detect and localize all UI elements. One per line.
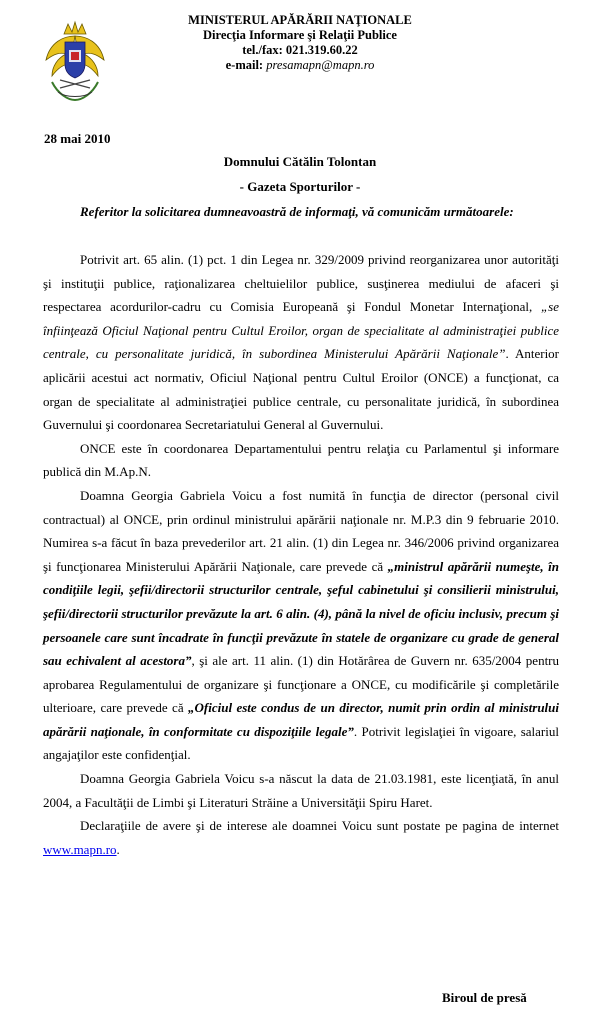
letter-date: 28 mai 2010 (44, 131, 111, 146)
paragraph-2: ONCE este în coordonarea Departamentului pentru relaţia cu Parlamentul şi informare publică din M.Ap.N. (43, 440, 559, 480)
recipient-name: Domnului Cătălin Tolontan (223, 154, 377, 169)
p3-text-mid: , şi ale art. 11 alin. (1) din Hotărârea de Guvern nr. 635/2004 pentru aprobarea Regulamentului de organizare şi funcţionare a ONCE, cu modificările şi completările ulterioare, care prevede că (43, 653, 560, 716)
email-address: presamapn@mapn.ro (266, 58, 375, 72)
phone-fax: tel./fax: 021.319.60.22 (242, 43, 358, 57)
recipient-outlet: - Gazeta Sporturilor - (239, 179, 361, 194)
p3-quote-1: „ministrul apărării numeşte, în condiţiile legii, şefii/directorii structurilor centrale, şeful cabinetului şi consilierii ministrului, şefii/directorii structurilor prevăzute la art. 6 alin. (4), până la nivel de oficiu inclusiv, precum şi persoanele care sunt încadrate în funcţii prevăzute în statele de organizare cu grade de general sau echivalent al acestora” (43, 558, 560, 669)
p1-text-end: . Anterior aplicării acestui act normativ, Oficiul Naţional pentru Cultul Eroilor (ONCE) a funcţionat, ca organ de specialitate al administraţiei publice centrale, cu personalitate juridică, în subordinea Guvernului şi coordonarea Secretariatului General al Guvernului. (43, 346, 560, 433)
p1-text: Potrivit art. 65 alin. (1) pct. 1 din Legea nr. 329/2009 privind reorganizarea unor autorităţi şi instituţii publice, raţionalizarea cheltuielilor publice, susţinerea mediului de afaceri şi respectarea acordurilor-cadru cu Comisia Europeană şi Fondul Monetar Internaţional, (43, 252, 559, 315)
paragraph-1 (43, 248, 559, 437)
mapn-website-link[interactable]: www.mapn.ro (43, 841, 117, 857)
p3-text-end: . Potrivit legislaţiei în vigoare, salariul angajaţilor este confidenţial. (43, 723, 559, 763)
email-line (140, 58, 460, 73)
directorate-name: Direcţia Informare şi Relaţii Publice (203, 28, 397, 42)
paragraph-4: Doamna Georgia Gabriela Voicu s-a născut la data de 21.03.1981, este licenţiată, în anul 2004, a Facultăţii de Limbi şi Literaturi Străine a Universităţii Spiru Haret. (43, 771, 559, 810)
p3-text: Doamna Georgia Gabriela Voicu a fost numită în funcţia de director (personal civil contractual) al ONCE, prin ordinul ministrului apărării naţionale nr. M.P.3 din 9 februarie 2010. Numirea s-a făcut în baza prevederilor art. 21 alin. (1) din Legea nr. 346/2006 privind organizarea şi funcţionarea Ministerului Apărării Naţionale, care prevede că (43, 487, 559, 574)
signature: Biroul de presă (442, 990, 527, 1005)
intro-paragraph: Referitor la solicitarea dumneavoastră de informaţi, vă comunicăm următoarele: (80, 204, 514, 219)
paragraph-3 (43, 484, 559, 767)
ministry-name: MINISTERUL APĂRĂRII NAŢIONALE (188, 13, 412, 27)
p1-quote: „se înfiinţează Oficiul Naţional pentru Cultul Eroilor, organ de specialitate al administraţiei publice centrale, cu personalitate juridică, în subordinea Ministerului Apărării Naţionale” (43, 299, 559, 362)
paragraph-5 (43, 814, 559, 861)
p5-text: Declaraţiile de avere şi de interese ale doamnei Voicu sunt postate pe pagina de internet (80, 818, 559, 834)
p5-text-end: . (116, 841, 120, 857)
ministry-logo (44, 20, 106, 104)
p3-quote-2: „Oficiul este condus de un director, numit prin ordin al ministrului apărării naţionale, în conformitate cu dispoziţiile legale” (43, 700, 559, 739)
letter-body (43, 203, 559, 861)
email-label: e-mail: (225, 58, 264, 72)
letterhead (140, 13, 460, 73)
